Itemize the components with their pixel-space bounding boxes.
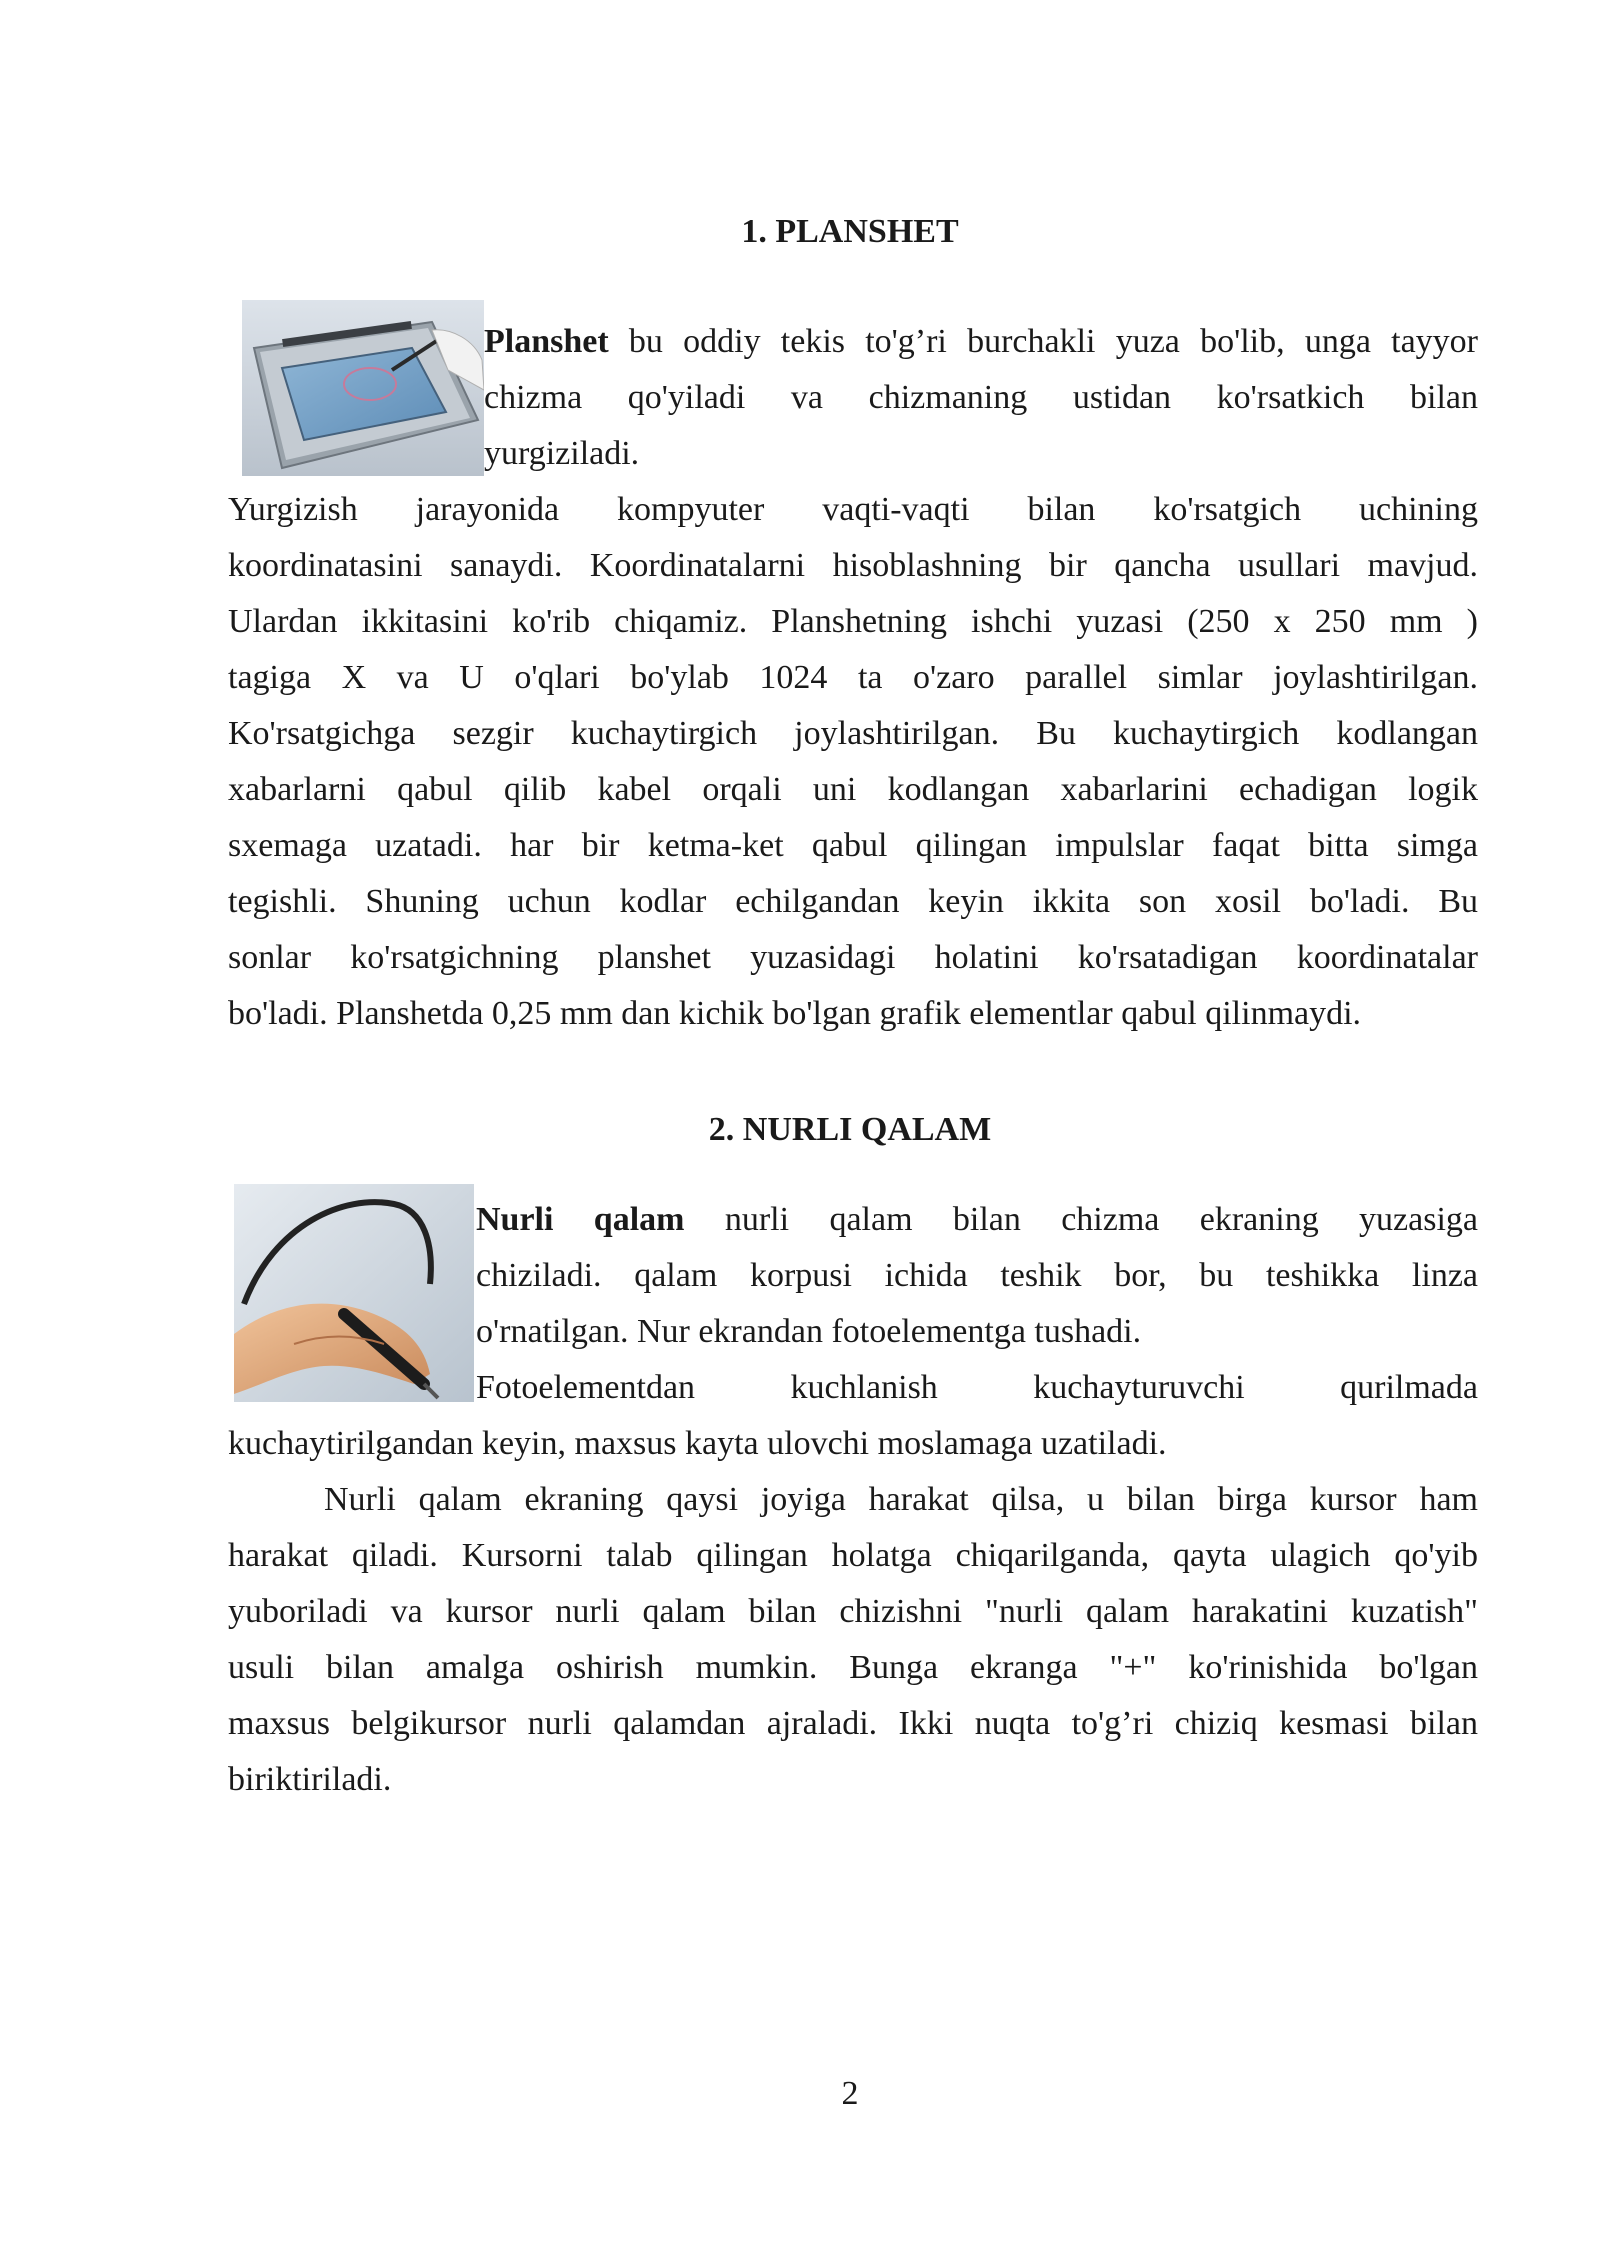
section-title-planshet: 1. PLANSHET <box>741 213 959 250</box>
planshet-intro-line-3: yurgiziladi. <box>484 435 640 472</box>
planshet-body-line: tegishli. Shuning uchun kodlar echilgandan keyin ikkita son xosil bo'ladi. Bu <box>228 883 1478 920</box>
planshet-body-line: Ko'rsatgichga sezgir kuchaytirgich joylashtirilgan. Bu kuchaytirgich kodlangan <box>228 715 1478 752</box>
nurli-qalam-para2-line: yuboriladi va kursor nurli qalam bilan chizishni "nurli qalam harakatini kuzatish" <box>228 1593 1478 1630</box>
planshet-body-line: tagiga X va U o'qlari bo'ylab 1024 ta o'zaro parallel simlar joylashtirilgan. <box>228 659 1478 696</box>
page-number: 2 <box>841 2075 859 2112</box>
nurli-qalam-para2-line: biriktiriladi. <box>228 1761 392 1798</box>
planshet-intro-line-2: chizma qo'yiladi va chizmaning ustidan ko'rsatkich bilan <box>484 379 1478 416</box>
nurli-qalam-intro-line-4: Fotoelementdan kuchlanish kuchayturuvchi qurilmada <box>476 1369 1478 1406</box>
planshet-body <box>228 482 1478 1042</box>
planshet-intro-line-1: Planshet bu oddiy tekis to'g’ri burchakli yuza bo'lib, unga tayyor <box>484 323 1478 360</box>
nurli-qalam-para2-line: maxsus belgikursor nurli qalamdan ajraladi. Ikki nuqta to'g’ri chiziq kesmasi bilan <box>228 1705 1478 1742</box>
planshet-body-line: Ulardan ikkitasini ko'rib chiqamiz. Planshetning ishchi yuzasi (250 x 250 mm ) <box>228 603 1478 640</box>
section-title-nurli-qalam: 2. NURLI QALAM <box>708 1111 992 1148</box>
nurli-qalam-body <box>228 1416 1478 1472</box>
planshet-body-line: bo'ladi. Planshetda 0,25 mm dan kichik bo'lgan grafik elementlar qabul qilinmaydi. <box>228 995 1362 1032</box>
term-planshet: Planshet <box>484 323 609 360</box>
planshet-body-line: koordinatasini sanaydi. Koordinatalarni hisoblashning bir qancha usullari mavjud. <box>228 547 1478 584</box>
nurli-qalam-body-line: kuchaytirilgandan keyin, maxsus kayta ulovchi moslamaga uzatiladi. <box>228 1425 1167 1462</box>
planshet-body-line: sxemaga uzatadi. har bir ketma-ket qabul qilingan impulslar faqat bitta simga <box>228 827 1478 864</box>
planshet-body-line: Yurgizish jarayonida kompyuter vaqti-vaqti bilan ko'rsatgich uchining <box>228 491 1478 528</box>
light-pen-illustration <box>234 1184 474 1402</box>
nurli-qalam-intro-line-3: o'rnatilgan. Nur ekrandan fotoelementga tushadi. <box>476 1313 1142 1350</box>
nurli-qalam-para2-line: usuli bilan amalga oshirish mumkin. Bunga ekranga "+" ko'rinishida bo'lgan <box>228 1649 1478 1686</box>
planshet-body-line: xabarlarni qabul qilib kabel orqali uni kodlangan xabarlarini echadigan logik <box>228 771 1478 808</box>
nurli-qalam-intro-line-2: chiziladi. qalam korpusi ichida teshik bor, bu teshikka linza <box>476 1257 1478 1294</box>
nurli-qalam-intro-line-1: Nurli qalam nurli qalam bilan chizma ekraning yuzasiga <box>476 1201 1478 1238</box>
nurli-qalam-intro <box>476 1192 1478 1416</box>
nurli-qalam-paragraph-2 <box>228 1472 1478 1808</box>
term-nurli-qalam: Nurli qalam <box>476 1201 685 1238</box>
nurli-qalam-para2-line: Nurli qalam ekraning qaysi joyiga harakat qilsa, u bilan birga kursor ham <box>324 1481 1478 1518</box>
planshet-intro <box>484 314 1478 482</box>
tablet-illustration <box>242 300 484 476</box>
planshet-body-line: sonlar ko'rsatgichning planshet yuzasidagi holatini ko'rsatadigan koordinatalar <box>228 939 1478 976</box>
nurli-qalam-para2-line: harakat qiladi. Kursorni talab qilingan holatga chiqarilganda, qayta ulagich qo'yib <box>228 1537 1478 1574</box>
